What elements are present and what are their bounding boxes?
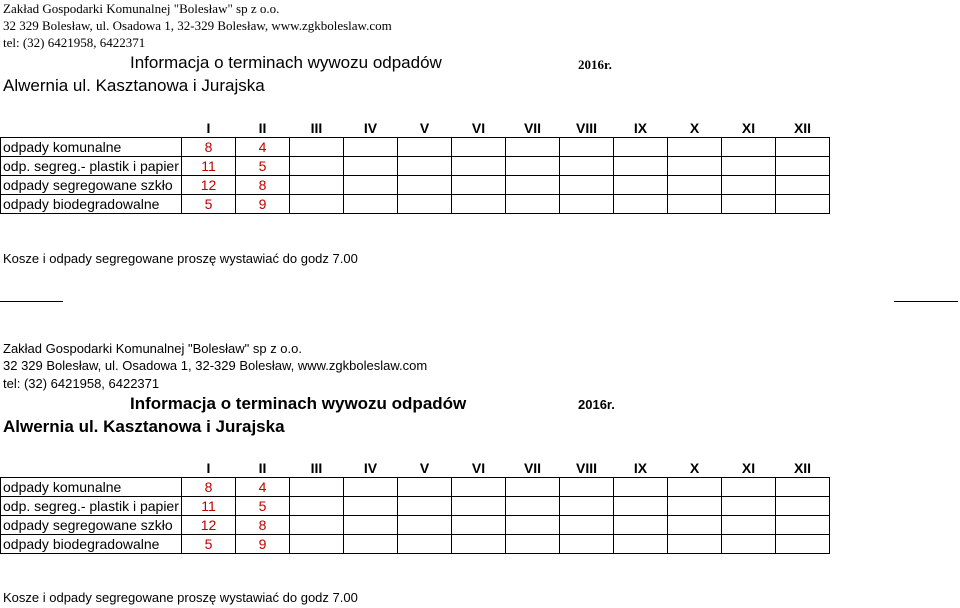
month-header: II <box>236 119 290 138</box>
date-cell: 5 <box>236 157 290 176</box>
date-cell: 11 <box>182 157 236 176</box>
date-cell <box>668 157 722 176</box>
date-cell: 8 <box>236 176 290 195</box>
row-label: odpady segregowane szkło <box>1 176 182 195</box>
row-label: odpady segregowane szkło <box>1 516 182 535</box>
date-cell <box>722 497 776 516</box>
date-cell <box>290 157 344 176</box>
date-cell <box>344 478 398 497</box>
date-cell <box>290 516 344 535</box>
month-header: IX <box>614 119 668 138</box>
month-header: II <box>236 459 290 478</box>
date-cell <box>452 195 506 214</box>
date-cell <box>776 195 830 214</box>
month-header: V <box>398 459 452 478</box>
month-header: IV <box>344 119 398 138</box>
month-header: VII <box>506 119 560 138</box>
date-cell <box>452 176 506 195</box>
date-cell <box>398 138 452 157</box>
date-cell <box>722 195 776 214</box>
date-cell <box>614 138 668 157</box>
location-title: Alwernia ul. Kasztanowa i Jurajska <box>3 417 285 436</box>
month-header: XII <box>776 119 830 138</box>
row-label: odpady biodegradowalne <box>1 535 182 554</box>
date-cell <box>452 497 506 516</box>
date-cell <box>398 497 452 516</box>
date-cell <box>668 478 722 497</box>
date-cell <box>722 157 776 176</box>
date-cell <box>290 176 344 195</box>
year-label: 2016r. <box>578 57 612 72</box>
month-header: VIII <box>560 119 614 138</box>
month-header: VI <box>452 119 506 138</box>
date-cell <box>668 497 722 516</box>
date-cell <box>452 157 506 176</box>
month-header: III <box>290 119 344 138</box>
month-header-row <box>1 119 830 138</box>
date-cell <box>344 516 398 535</box>
table-row <box>1 157 830 176</box>
row-label: odpady komunalne <box>1 138 182 157</box>
table-row <box>1 516 830 535</box>
table-row <box>1 176 830 195</box>
company-phone: tel: (32) 6421958, 6422371 <box>3 35 146 50</box>
date-cell <box>506 535 560 554</box>
month-header: I <box>182 119 236 138</box>
date-cell <box>344 176 398 195</box>
date-cell <box>506 195 560 214</box>
date-cell: 4 <box>236 138 290 157</box>
date-cell: 9 <box>236 535 290 554</box>
table-row <box>1 138 830 157</box>
date-cell <box>398 535 452 554</box>
date-cell: 12 <box>182 516 236 535</box>
date-cell: 8 <box>182 478 236 497</box>
date-cell <box>344 195 398 214</box>
company-address: 32 329 Bolesław, ul. Osadowa 1, 32-329 Bolesław, www.zgkboleslaw.com <box>3 18 392 33</box>
date-cell <box>452 478 506 497</box>
date-cell <box>290 138 344 157</box>
month-header: VIII <box>560 459 614 478</box>
note-text: Kosze i odpady segregowane proszę wystawiać do godz 7.00 <box>3 590 358 605</box>
date-cell <box>776 478 830 497</box>
date-cell: 12 <box>182 176 236 195</box>
date-cell <box>290 535 344 554</box>
month-header: IX <box>614 459 668 478</box>
date-cell <box>614 195 668 214</box>
date-cell <box>668 516 722 535</box>
row-label: odp. segreg.- plastik i papier <box>1 497 182 516</box>
date-cell <box>776 535 830 554</box>
date-cell <box>506 157 560 176</box>
date-cell: 11 <box>182 497 236 516</box>
date-cell <box>452 138 506 157</box>
date-cell <box>398 176 452 195</box>
date-cell <box>776 176 830 195</box>
row-label: odpady biodegradowalne <box>1 195 182 214</box>
row-label: odpady komunalne <box>1 478 182 497</box>
date-cell <box>776 497 830 516</box>
date-cell: 5 <box>182 535 236 554</box>
date-cell <box>398 516 452 535</box>
month-header: VII <box>506 459 560 478</box>
date-cell: 5 <box>182 195 236 214</box>
month-header-row <box>1 459 830 478</box>
table-row <box>1 195 830 214</box>
month-header: XI <box>722 119 776 138</box>
month-header: V <box>398 119 452 138</box>
date-cell <box>398 157 452 176</box>
month-header: VI <box>452 459 506 478</box>
date-cell <box>614 478 668 497</box>
date-cell <box>776 157 830 176</box>
month-header: X <box>668 119 722 138</box>
schedule-table <box>0 459 830 554</box>
date-cell <box>614 497 668 516</box>
date-cell <box>668 195 722 214</box>
table-row <box>1 478 830 497</box>
date-cell <box>614 516 668 535</box>
company-name: Zakład Gospodarki Komunalnej "Bolesław" sp z o.o. <box>3 1 280 16</box>
cut-line-right <box>894 301 958 302</box>
date-cell <box>452 516 506 535</box>
date-cell <box>614 535 668 554</box>
date-cell <box>398 195 452 214</box>
date-cell: 8 <box>182 138 236 157</box>
date-cell <box>614 176 668 195</box>
date-cell <box>722 516 776 535</box>
note-text: Kosze i odpady segregowane proszę wystawiać do godz 7.00 <box>3 251 358 266</box>
date-cell <box>668 535 722 554</box>
table-row <box>1 535 830 554</box>
location-title: Alwernia ul. Kasztanowa i Jurajska <box>3 76 265 95</box>
date-cell <box>722 176 776 195</box>
date-cell <box>722 138 776 157</box>
date-cell <box>560 516 614 535</box>
month-header: X <box>668 459 722 478</box>
page-title: Informacja o terminach wywozu odpadów <box>130 394 467 413</box>
table-row <box>1 497 830 516</box>
date-cell <box>722 478 776 497</box>
year-label: 2016r. <box>578 397 615 412</box>
date-cell <box>776 516 830 535</box>
date-cell <box>290 478 344 497</box>
row-label: odp. segreg.- plastik i papier <box>1 157 182 176</box>
schedule-table <box>0 119 830 214</box>
date-cell <box>344 497 398 516</box>
page-title: Informacja o terminach wywozu odpadów <box>130 53 442 72</box>
date-cell: 9 <box>236 195 290 214</box>
date-cell <box>560 138 614 157</box>
date-cell: 8 <box>236 516 290 535</box>
month-header: III <box>290 459 344 478</box>
date-cell: 5 <box>236 497 290 516</box>
company-address: 32 329 Bolesław, ul. Osadowa 1, 32-329 Bolesław, www.zgkboleslaw.com <box>3 358 428 373</box>
date-cell <box>398 478 452 497</box>
date-cell <box>452 535 506 554</box>
month-header: I <box>182 459 236 478</box>
date-cell <box>290 497 344 516</box>
date-cell <box>506 516 560 535</box>
cut-line-left <box>0 301 63 302</box>
company-phone: tel: (32) 6421958, 6422371 <box>3 376 160 391</box>
date-cell <box>344 535 398 554</box>
company-name: Zakład Gospodarki Komunalnej "Bolesław" sp z o.o. <box>3 341 302 356</box>
date-cell <box>344 157 398 176</box>
date-cell <box>668 176 722 195</box>
date-cell <box>560 195 614 214</box>
date-cell <box>560 478 614 497</box>
date-cell <box>290 195 344 214</box>
date-cell <box>560 535 614 554</box>
date-cell <box>668 138 722 157</box>
date-cell <box>560 497 614 516</box>
month-header: XI <box>722 459 776 478</box>
date-cell <box>506 497 560 516</box>
date-cell <box>722 535 776 554</box>
date-cell <box>614 157 668 176</box>
date-cell <box>560 157 614 176</box>
date-cell: 4 <box>236 478 290 497</box>
month-header: XII <box>776 459 830 478</box>
date-cell <box>776 138 830 157</box>
date-cell <box>344 138 398 157</box>
date-cell <box>506 138 560 157</box>
date-cell <box>506 176 560 195</box>
month-header: IV <box>344 459 398 478</box>
date-cell <box>506 478 560 497</box>
date-cell <box>560 176 614 195</box>
